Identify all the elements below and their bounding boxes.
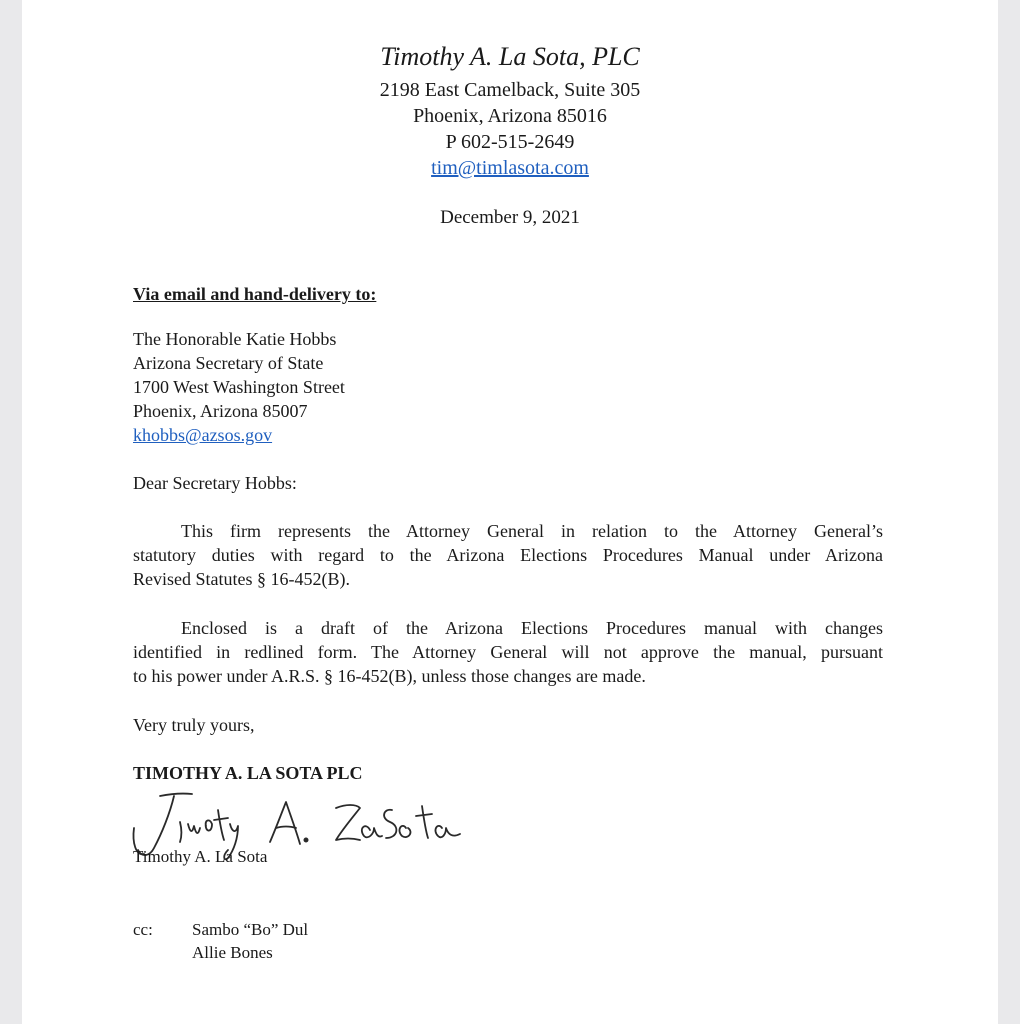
letterhead-address-line1: 2198 East Camelback, Suite 305 [379,79,641,101]
closing: Very truly yours, [133,715,255,735]
letterhead-email-line [22,156,998,180]
cc-name-2: Allie Bones [192,943,273,962]
body-paragraph-1 [133,519,883,591]
recipient-email-line [133,423,272,447]
cc-label: cc: [133,920,153,939]
recipient-title: Arizona Secretary of State [133,353,324,373]
signature-firm-name: TIMOTHY A. LA SOTA PLC [133,763,363,783]
salutation: Dear Secretary Hobbs: [133,473,297,493]
letter-date: December 9, 2021 [440,207,580,228]
letterhead-email-link[interactable]: tim@timlasota.com [431,157,589,179]
paragraph-line: identified in redlined form. The Attorney General will not approve the manual, pursuant [133,642,883,662]
paragraph-line: to his power under A.R.S. § 16-452(B), unless those changes are made. [133,666,646,686]
paragraph-line: statutory duties with regard to the Arizona Elections Procedures Manual under Arizona [133,545,883,565]
letterhead-address-line2: Phoenix, Arizona 85016 [413,105,607,127]
paragraph-line: This firm represents the Attorney General in relation to the Attorney General’s [181,521,883,541]
cc-name-1: Sambo “Bo” Dul [192,920,309,939]
paragraph-line: Revised Statutes § 16-452(B). [133,569,350,589]
recipient-street: 1700 West Washington Street [133,377,345,397]
signer-name: Timothy A. La Sota [133,847,268,866]
recipient-name: The Honorable Katie Hobbs [133,329,337,349]
recipient-email-link[interactable]: khobbs@azsos.gov [133,425,273,445]
recipient-city: Phoenix, Arizona 85007 [133,401,308,421]
paragraph-line: Enclosed is a draft of the Arizona Elections Procedures manual with changes [181,618,883,638]
letterhead-phone: P 602-515-2649 [445,131,575,153]
letter-page [22,0,998,1024]
body-paragraph-2 [133,616,883,688]
delivery-heading: Via email and hand-delivery to: [133,284,377,304]
letterhead-firm-name: Timothy A. La Sota, PLC [380,42,640,71]
